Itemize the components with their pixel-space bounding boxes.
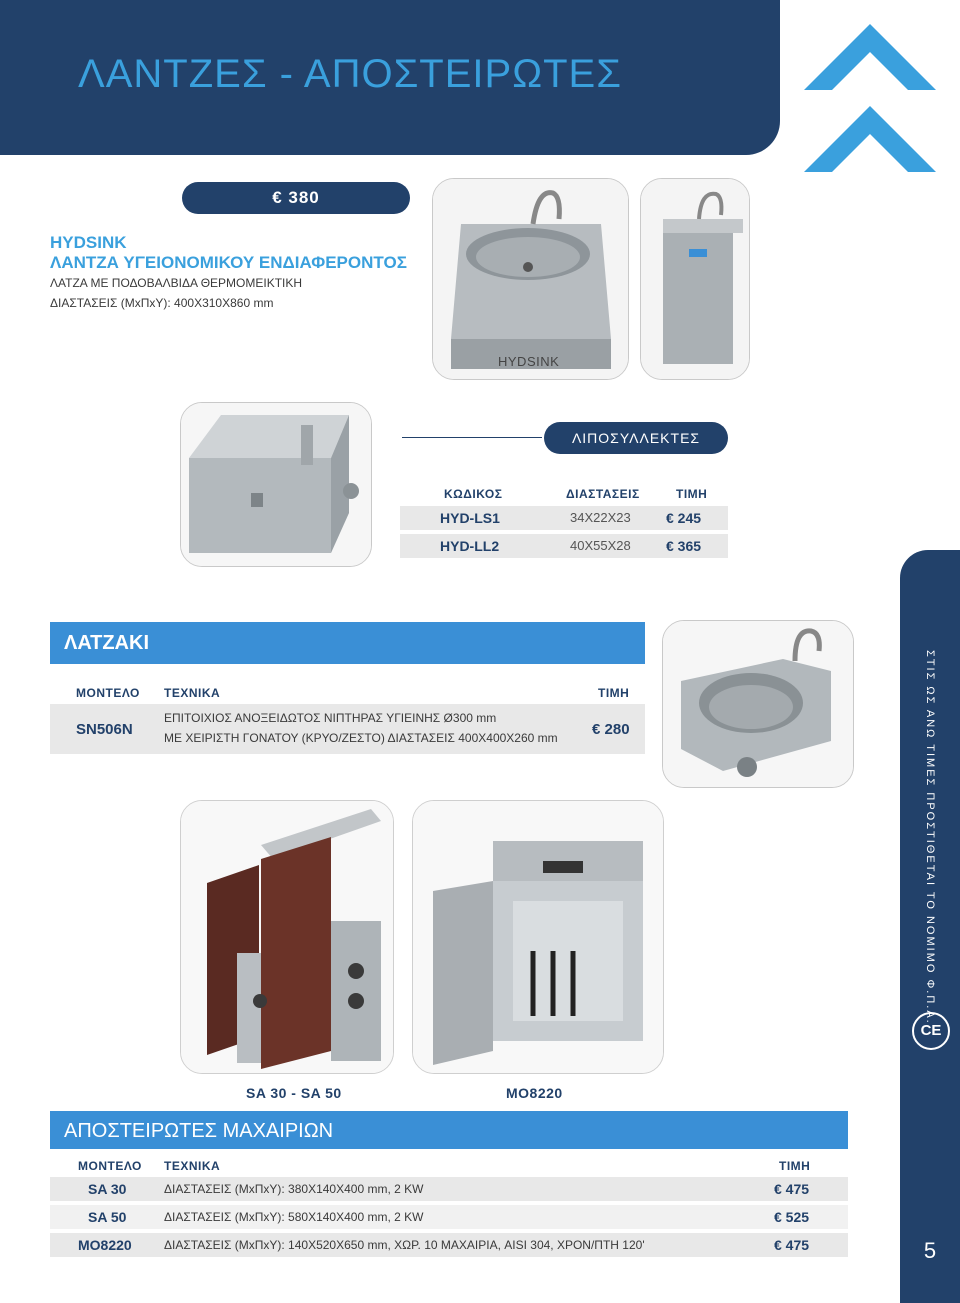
handwash-sink-photo bbox=[662, 620, 854, 788]
latzaki-header-tech: ΤΕΧΝΙΚΑ bbox=[164, 686, 221, 700]
page-title: ΛΑΝΤΖΕΣ - ΑΠΟΣΤΕΙΡΩΤΕΣ bbox=[78, 52, 622, 96]
grease-header-code: ΚΩΔΙΚΟΣ bbox=[444, 487, 503, 501]
hydsink-photo-side bbox=[640, 178, 750, 380]
hydsink-title: HYDSINK bbox=[50, 233, 127, 252]
mo8220-sterilizer-photo bbox=[412, 800, 664, 1074]
double-chevron-logo-icon bbox=[800, 18, 940, 178]
grease-header-dims: ΔΙΑΣΤΑΣΕΙΣ bbox=[566, 487, 640, 501]
grease-row-2-code: HYD-LL2 bbox=[440, 538, 500, 554]
latzaki-price: € 280 bbox=[592, 721, 630, 738]
grease-row-1-code: HYD-LS1 bbox=[440, 510, 500, 526]
page-number: 5 bbox=[923, 1238, 937, 1263]
vat-note: ΣΤΙΣ ΩΣ ΑΝΩ ΤΙΜΕΣ ΠΡΟΣΤΙΘΕΤΑΙ ΤΟ ΝΟΜΙΜΟ Φ.Π.Α. bbox=[924, 650, 936, 1025]
sterilizers-header-tech: ΤΕΧΝΙΚΑ bbox=[164, 1159, 221, 1173]
sa-sterilizer-photo bbox=[180, 800, 394, 1074]
sterilizers-row-3-price: € 475 bbox=[774, 1237, 810, 1253]
hydsink-price-pill: € 380 bbox=[182, 182, 410, 214]
sterilizers-header-model: ΜΟΝΤΕΛΟ bbox=[78, 1159, 142, 1173]
sterilizers-row-3-model: MO8220 bbox=[78, 1237, 132, 1253]
hydsink-caption: HYDSINK bbox=[498, 354, 560, 369]
grease-trap-photo bbox=[180, 402, 372, 567]
grease-row-2-dims: 40Χ55Χ28 bbox=[570, 538, 631, 553]
sterilizers-row-2-price: € 525 bbox=[774, 1209, 810, 1225]
ce-mark-icon: CE bbox=[912, 1012, 950, 1050]
hydsink-line1: ΛΑΤΖΑ ΜΕ ΠΟΔΟΒΑΛΒΙΔΑ ΘΕΡΜΟΜΕΙΚΤΙΚΗ bbox=[50, 276, 303, 290]
right-sidebar bbox=[900, 550, 960, 1303]
sterilizers-row-1-tech: ΔΙΑΣΤΑΣΕΙΣ (ΜxΠxΥ): 380Χ140Χ400 mm, 2 KW bbox=[164, 1182, 424, 1196]
latzaki-model: SN506N bbox=[76, 721, 133, 738]
grease-row-1-dims: 34Χ22Χ23 bbox=[570, 510, 631, 525]
sterilizers-row-3-tech: ΔΙΑΣΤΑΣΕΙΣ (ΜxΠxΥ): 140Χ520Χ650 mm, ΧΩΡ. 10 ΜΑΧΑΙΡΙΑ, AISI 304, ΧΡΟΝ/ΠΤΗ 120' bbox=[164, 1238, 645, 1252]
sterilizers-band: ΑΠΟΣΤΕΙΡΩΤΕΣ ΜΑΧΑΙΡΙΩΝ bbox=[50, 1111, 848, 1149]
grease-row-2-price: € 365 bbox=[666, 538, 702, 554]
sterilizers-row-2-tech: ΔΙΑΣΤΑΣΕΙΣ (ΜxΠxΥ): 580Χ140Χ400 mm, 2 KW bbox=[164, 1210, 424, 1224]
sterilizers-row-2-model: SA 50 bbox=[88, 1209, 127, 1225]
grease-pill: ΛΙΠΟΣΥΛΛΕΚΤΕΣ bbox=[544, 422, 728, 454]
hydsink-photo-front bbox=[432, 178, 629, 380]
latzaki-tech-2: ΜΕ ΧΕΙΡΙΣΤΗ ΓΟΝΑΤΟΥ (ΚΡΥΟ/ΖΕΣΤΟ) ΔΙΑΣΤΑΣΕΙΣ 400Χ400Χ260 mm bbox=[164, 731, 558, 745]
hydsink-subtitle: ΛΑΝΤΖΑ ΥΓΕΙΟΝΟΜΙΚΟΥ ΕΝΔΙΑΦΕΡΟΝΤΟΣ bbox=[50, 253, 407, 272]
latzaki-tech-1: ΕΠΙΤΟΙΧΙΟΣ ΑΝΟΞΕΙΔΩΤΟΣ ΝΙΠΤΗΡΑΣ ΥΓΙΕΙΝΗΣ Ø300 mm bbox=[164, 711, 497, 725]
grease-header-price: ΤΙΜΗ bbox=[676, 487, 708, 501]
latzaki-band: ΛΑΤΖΑΚΙ bbox=[50, 622, 645, 664]
grease-divider bbox=[402, 437, 542, 438]
sterilizers-header-price: ΤΙΜΗ bbox=[779, 1159, 811, 1173]
hydsink-line2: ΔΙΑΣΤΑΣΕΙΣ (ΜxΠxΥ): 400Χ310Χ860 mm bbox=[50, 296, 274, 310]
sterilizers-row-1-model: SA 30 bbox=[88, 1181, 127, 1197]
latzaki-header-price: ΤΙΜΗ bbox=[598, 686, 630, 700]
sterilizers-row-1-price: € 475 bbox=[774, 1181, 810, 1197]
latzaki-header-model: ΜΟΝΤΕΛΟ bbox=[76, 686, 140, 700]
sa-caption: SA 30 - SA 50 bbox=[246, 1085, 342, 1101]
grease-row-1-price: € 245 bbox=[666, 510, 702, 526]
mo8220-caption: MO8220 bbox=[506, 1085, 563, 1101]
